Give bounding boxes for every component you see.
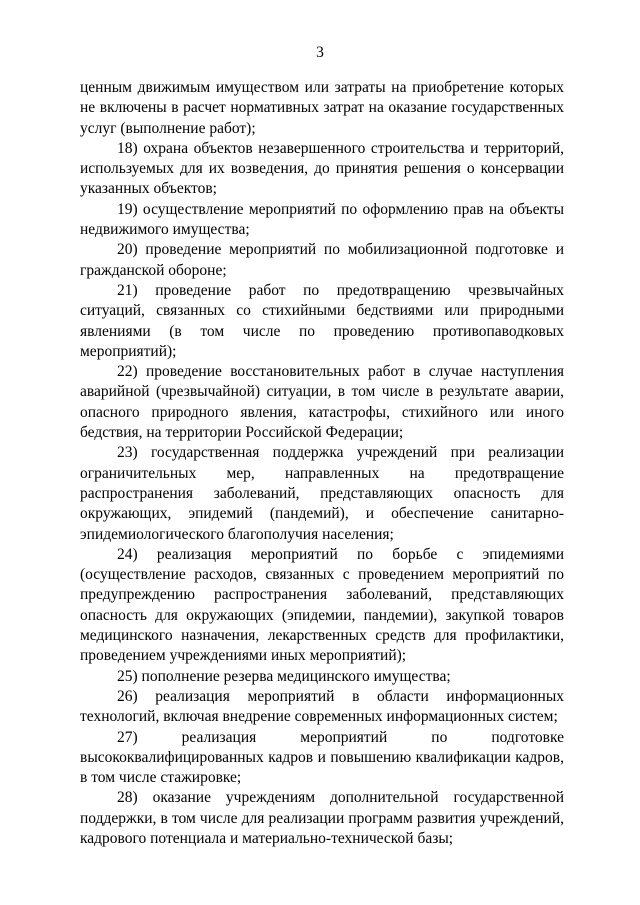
page-number: 3 <box>316 44 324 61</box>
list-item-28: 28) оказание учреждениям дополнительной государственной поддержки, в том числе для реализации программ развития учреждений, кадрового потенциала и материально-технической базы; <box>80 789 564 847</box>
document-body <box>80 78 564 849</box>
list-item-26: 26) реализация мероприятий в области информационных технологий, включая внедрение современных информационных систем; <box>80 687 564 726</box>
list-item-20: 20) проведение мероприятий по мобилизационной подготовке и гражданской обороне; <box>80 241 564 279</box>
list-item-24: 24) реализация мероприятий по борьбе с эпидемиями (осуществление расходов, связанных с проведением мероприятий по предупреждению распространения заболеваний, представляющих опасность для окружающих (эпидемии, пандемии), закупкой товаров медицинского назначения, лекарственных средств для профилактики, проведением учреждениями иных мероприятий); <box>80 545 564 665</box>
list-item-25: 25) пополнение резерва медицинского имущества; <box>117 667 451 685</box>
list-item-23: 23) государственная поддержка учреждений при реализации ограничительных мер, направленных на предотвращение распространения заболеваний, представляющих опасность для окружающих, эпидемий (пандемий), и обеспечение санитарно-эпидемиологического благополучия населения; <box>80 444 564 543</box>
list-item-19: 19) осуществление мероприятий по оформлению прав на объекты недвижимого имущества; <box>80 200 564 239</box>
list-item-21: 21) проведение работ по предотвращению чрезвычайных ситуаций, связанных со стихийными бедствиями или природными явлениями (в том числе по проведению противопаводковых мероприятий); <box>80 281 564 360</box>
list-item-27: 27) реализация мероприятий по подготовке высококвалифицированных кадров и повышению квалификации кадров, в том числе стажировке; <box>80 728 564 787</box>
list-item-22: 22) проведение восстановительных работ в случае наступления аварийной (чрезвычайной) ситуации, в том числе в результате аварии, опасного природного явления, катастрофы, стихийного или иного бедствия, на территории Российской Федерации; <box>80 363 564 442</box>
paragraph-continuation: ценным движимым имуществом или затраты на приобретение которых не включены в расчет нормативных затрат на оказание государственных услуг (выполнение работ); <box>80 79 564 137</box>
list-item-18: 18) охрана объектов незавершенного строительства и территорий, используемых для их возведения, до принятия решения о консервации указанных объектов; <box>80 139 564 198</box>
